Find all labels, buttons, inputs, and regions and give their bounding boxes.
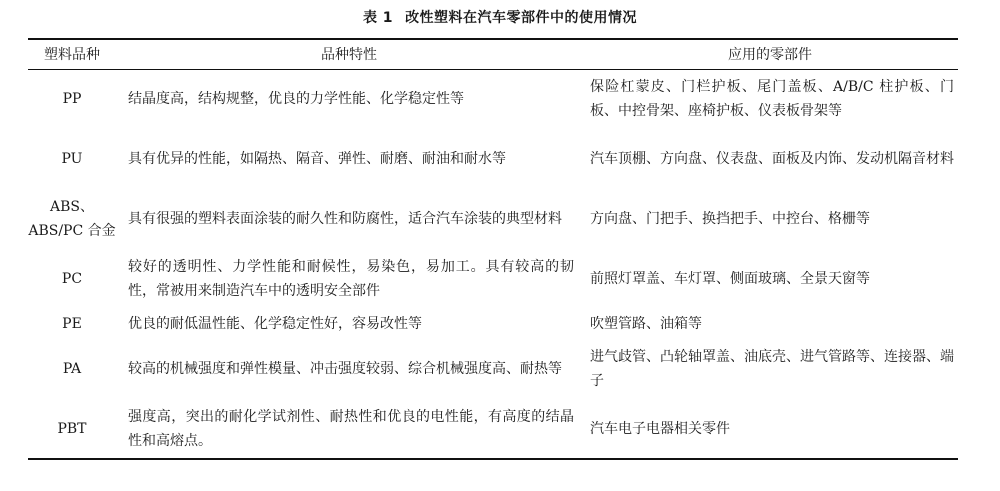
- plastic-application: 前照灯罩盖、车灯罩、侧面玻璃、全景天窗等: [590, 271, 870, 287]
- plastic-feature: 结晶度高，结构规整，优良的力学性能、化学稳定性等: [128, 91, 464, 108]
- table-title: 改性塑料在汽车零部件中的使用情况: [405, 10, 638, 26]
- plastic-name: PC: [61, 271, 83, 287]
- plastic-name: PU: [61, 151, 83, 167]
- table-row: [28, 189, 958, 249]
- plastic-application: 方向盘、门把手、换挡把手、中控台、格栅等: [590, 211, 870, 227]
- table-row: [28, 309, 958, 339]
- plastic-feature: 优良的耐低温性能、化学稳定性好，容易改性等: [128, 316, 422, 332]
- plastic-feature: 较高的机械强度和弹性模量、冲击强度较弱、综合机械强度高、耐热等: [128, 361, 562, 377]
- plastic-application: 吹塑管路、油箱等: [590, 316, 702, 332]
- plastic-application: 汽车电子电器相关零件: [582, 399, 958, 459]
- plastic-name: PP: [62, 91, 82, 108]
- plastic-application: 汽车顶棚、方向盘、仪表盘、面板及内饰、发动机隔音材料: [590, 151, 954, 167]
- plastic-feature: 较好的透明性、力学性能和耐候性，易染色，易加工。具有较高的韧性，常被用来制造汽车中的透明安全部件: [128, 259, 574, 299]
- plastic-name: ABS、ABS/PC 合金: [28, 199, 116, 239]
- header-applied-parts: 应用的零部件: [582, 39, 958, 69]
- plastic-feature: 具有很强的塑料表面涂装的耐久性和防腐性，适合汽车涂装的典型材料: [128, 211, 562, 227]
- plastic-application: 保险杠蒙皮、门栏护板、尾门盖板、A/B/C 柱护板、门板、中控骨架、座椅护板、仪表板骨架等: [590, 79, 954, 120]
- plastics-table: [28, 38, 958, 460]
- header-plastic-type: 塑料品种: [28, 39, 116, 69]
- table-caption: [0, 8, 1000, 28]
- plastic-feature: 强度高，突出的耐化学试剂性、耐热性和优良的电性能，有高度的结晶性和高熔点。: [116, 399, 582, 459]
- table-row: [28, 249, 958, 309]
- table-row: [28, 69, 958, 129]
- plastic-name: PA: [62, 361, 82, 377]
- table-row: [28, 129, 958, 189]
- plastic-application: 进气歧管、凸轮轴罩盖、油底壳、进气管路等、连接器、端子: [590, 349, 954, 389]
- header-row: [28, 39, 958, 69]
- header-characteristics: 品种特性: [116, 39, 582, 69]
- plastic-name: PE: [62, 316, 82, 332]
- plastic-name: PBT: [28, 399, 116, 459]
- table-number: 表 1: [362, 10, 394, 26]
- table-row: [28, 339, 958, 399]
- table-row: [28, 399, 958, 459]
- plastic-feature: 具有优异的性能，如隔热、隔音、弹性、耐磨、耐油和耐水等: [128, 151, 506, 167]
